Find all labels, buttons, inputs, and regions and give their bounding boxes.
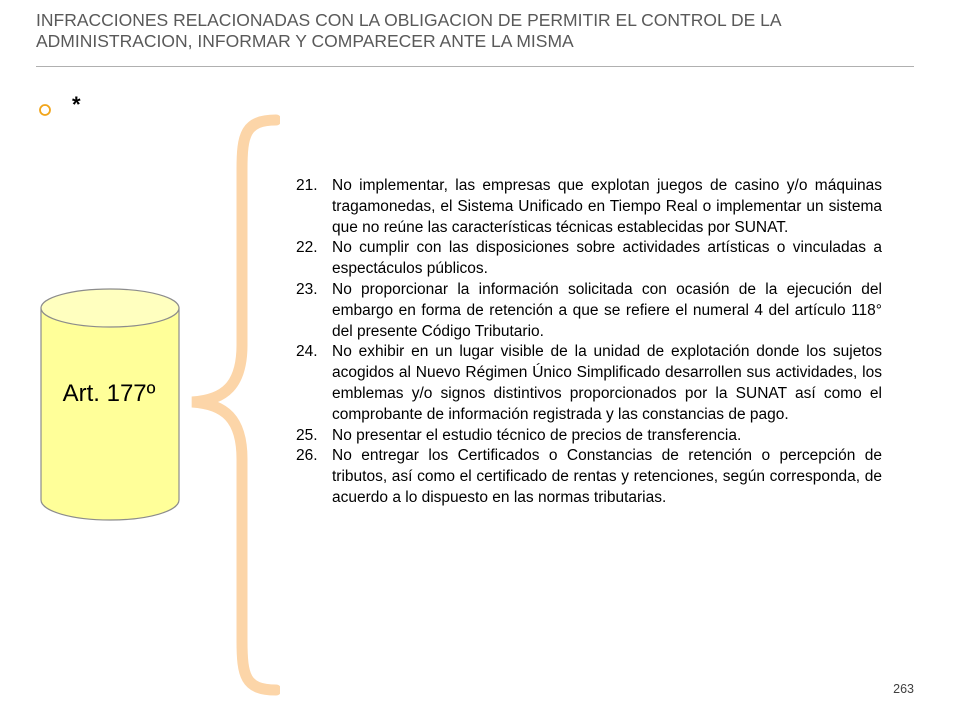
- title-divider: [36, 66, 914, 67]
- item-number: 25.: [296, 426, 318, 444]
- item-text: No implementar, las empresas que explotan juegos de casino y/o máquinas tragamonedas, el Sistema Unificado en Tiempo Real o implementar un sistema que no reúne las características técnicas establecidas por SUNAT.: [332, 177, 882, 236]
- circle-bullet-icon: [36, 100, 56, 120]
- list-item: [296, 280, 882, 342]
- list-item: [296, 238, 882, 280]
- item-text: No cumplir con las disposiciones sobre actividades artísticas o vinculadas a espectáculos públicos.: [332, 239, 882, 278]
- item-text: No entregar los Certificados o Constancias de retención o percepción de tributos, así como el certificado de rentas y retenciones, según corresponda, de acuerdo a lo dispuesto en las normas tributarias.: [332, 447, 882, 506]
- item-text: No proporcionar la información solicitada con ocasión de la ejecución del embargo en forma de retención a que se refiere el numeral 4 del artículo 118° del presente Código Tributario.: [332, 280, 882, 340]
- item-text: No presentar el estudio técnico de precios de transferencia.: [332, 426, 742, 444]
- list-item: [296, 176, 882, 238]
- item-number: 21.: [296, 177, 318, 194]
- list-item: [296, 342, 882, 425]
- list-item: [296, 426, 882, 447]
- page-number: 263: [893, 682, 914, 696]
- slide-title: INFRACCIONES RELACIONADAS CON LA OBLIGACION DE PERMITIR EL CONTROL DE LA ADMINISTRACION, INFORMAR Y COMPARECER ANTE LA MISMA: [36, 10, 781, 51]
- bullet-text: *: [72, 92, 81, 117]
- item-number: 24.: [296, 343, 318, 361]
- item-text: No exhibir en un lugar visible de la unidad de explotación donde los sujetos acogidos al Nuevo Régimen Único Simplificado desarrollen sus actividades, los emblemas y/o signos distintivos proporcionados por la SUNAT así como el comprobante de información registrada y las constancias de pago.: [332, 343, 882, 423]
- item-number: 23.: [296, 280, 318, 298]
- item-number: 22.: [296, 239, 318, 257]
- item-number: 26.: [296, 447, 318, 465]
- infractions-list: [296, 176, 882, 509]
- article-label: Art. 177º: [62, 380, 156, 407]
- curly-brace: [170, 100, 280, 700]
- list-item: [296, 446, 882, 508]
